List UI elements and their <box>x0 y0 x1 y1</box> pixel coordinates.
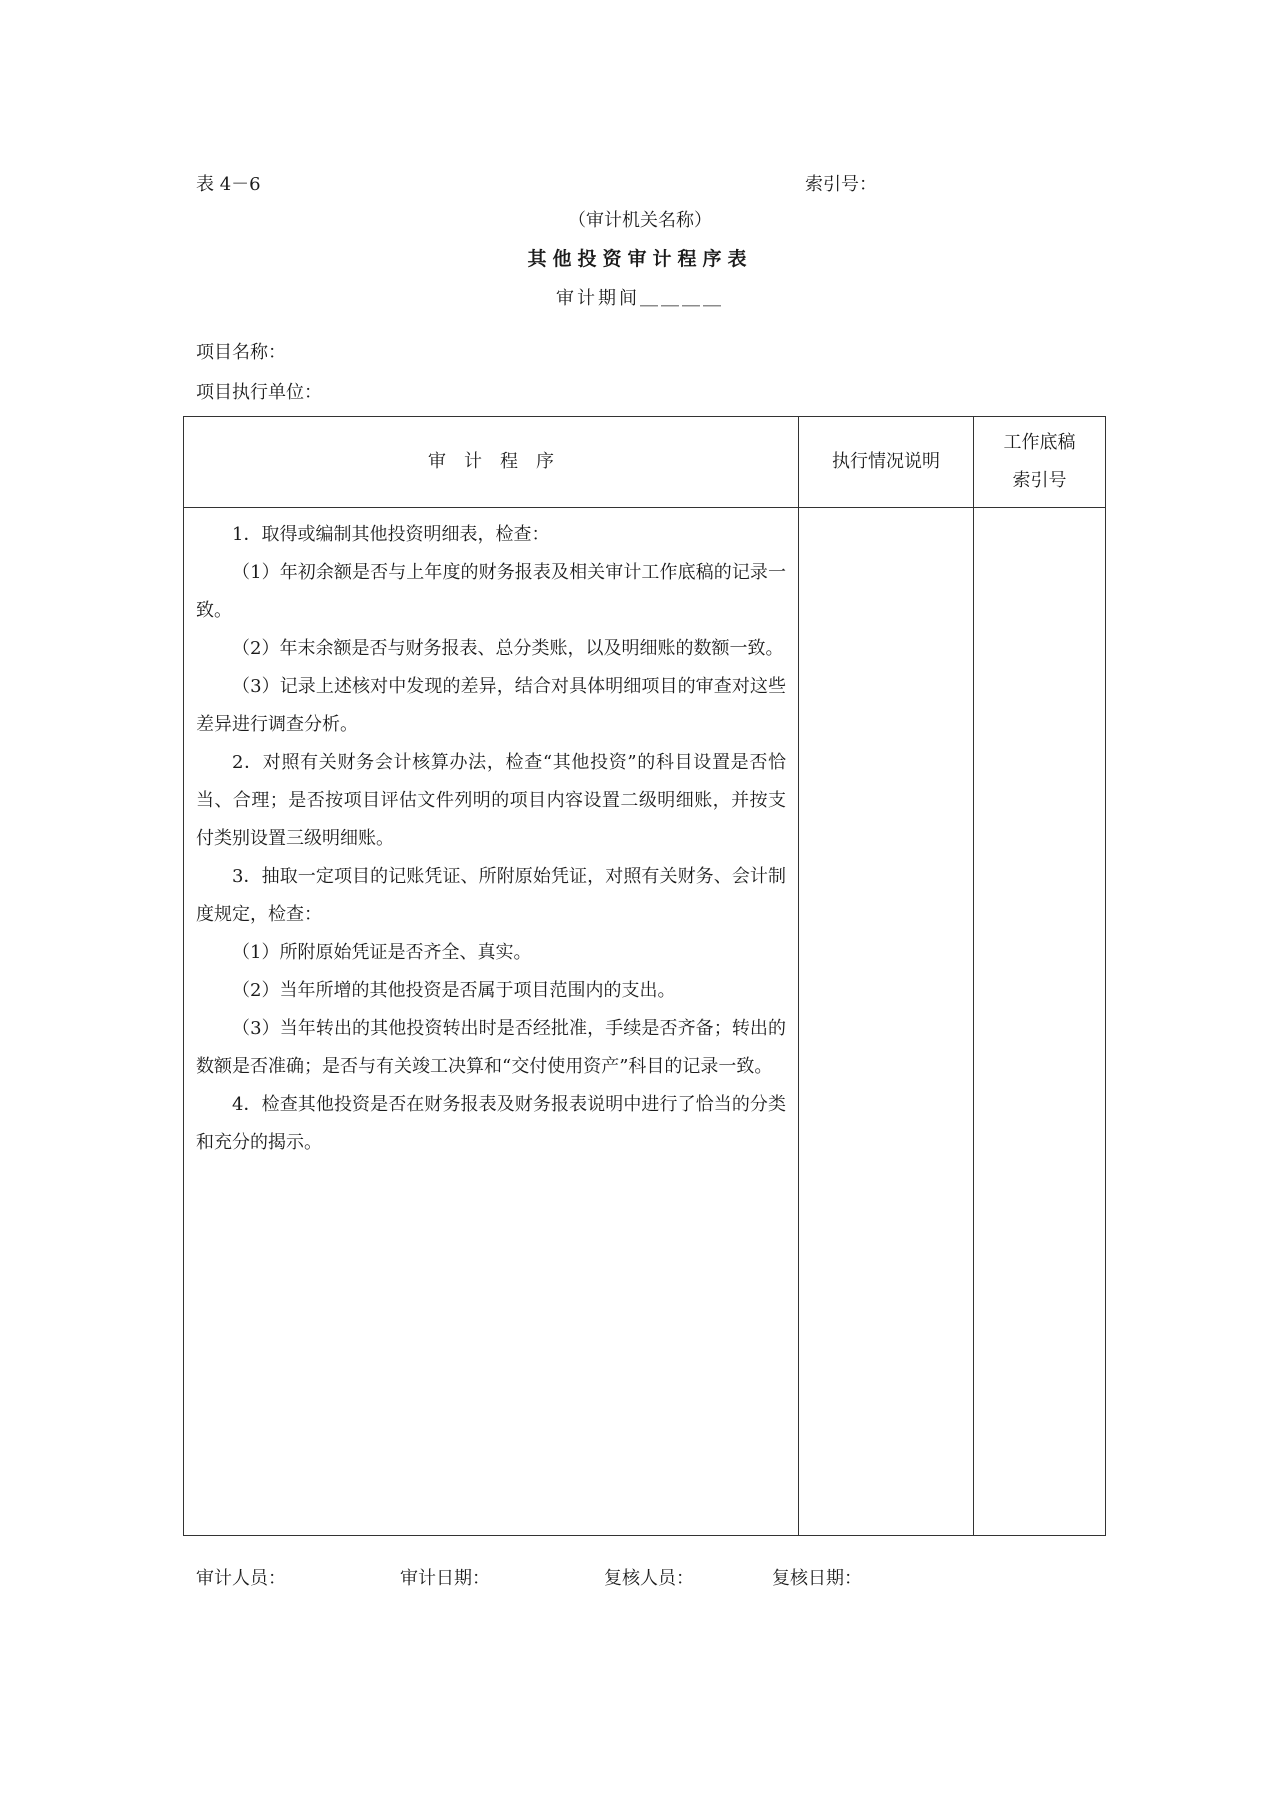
table-header-row <box>184 417 1106 508</box>
procedure-item: 4．检查其他投资是否在财务报表及财务报表说明中进行了恰当的分类和充分的揭示。 <box>196 1094 786 1153</box>
workpaper-ref-header-line2: 索引号 <box>1012 470 1067 491</box>
workpaper-ref-column-header <box>974 417 1106 508</box>
procedure-cell <box>184 508 799 1536</box>
procedure-item: （1）所附原始凭证是否齐全、真实。 <box>232 942 532 963</box>
procedure-item: 1．取得或编制其他投资明细表，检查： <box>232 524 550 545</box>
table-number: 表 4－6 <box>196 174 261 195</box>
reviewer-label: 复核人员： <box>604 1568 694 1589</box>
workpaper-ref-header-line1: 工作底稿 <box>1003 432 1076 453</box>
workpaper-ref-cell[interactable] <box>974 508 1106 1536</box>
audit-period: 审计期间＿＿＿＿ <box>556 288 724 309</box>
procedure-item: （2）年末余额是否与财务报表、总分类账，以及明细账的数额一致。 <box>232 638 784 659</box>
execution-notes-cell[interactable] <box>799 508 974 1536</box>
review-date-label: 复核日期： <box>772 1568 862 1589</box>
project-unit-label: 项目执行单位： <box>196 382 322 403</box>
procedure-item: （3）当年转出的其他投资转出时是否经批准，手续是否齐备；转出的数额是否准确；是否与有关竣工决算和“交付使用资产”科目的记录一致。 <box>196 1018 786 1077</box>
document-title: 其他投资审计程序表 <box>527 248 753 270</box>
procedure-item: 3．抽取一定项目的记账凭证、所附原始凭证，对照有关财务、会计制度规定，检查： <box>196 866 786 925</box>
procedure-column-header: 审 计 程 序 <box>184 417 799 508</box>
auditor-label: 审计人员： <box>196 1568 286 1589</box>
procedure-item: （2）当年所增的其他投资是否属于项目范围内的支出。 <box>232 980 676 1001</box>
index-number-label: 索引号： <box>805 174 877 195</box>
procedure-item: （3）记录上述核对中发现的差异，结合对具体明细项目的审查对这些差异进行调查分析。 <box>196 676 786 735</box>
project-name-label: 项目名称： <box>196 342 286 363</box>
table-body-row <box>184 508 1106 1536</box>
procedure-item: 2．对照有关财务会计核算办法，检查“其他投资”的科目设置是否恰当、合理；是否按项目评估文件列明的项目内容设置二级明细账，并按支付类别设置三级明细账。 <box>196 752 786 849</box>
audit-date-label: 审计日期： <box>400 1568 490 1589</box>
audit-procedure-table <box>183 416 1106 1536</box>
execution-column-header: 执行情况说明 <box>799 417 974 508</box>
procedure-item: （1）年初余额是否与上年度的财务报表及相关审计工作底稿的记录一致。 <box>196 562 786 621</box>
audit-organization-name: （审计机关名称） <box>568 210 712 231</box>
